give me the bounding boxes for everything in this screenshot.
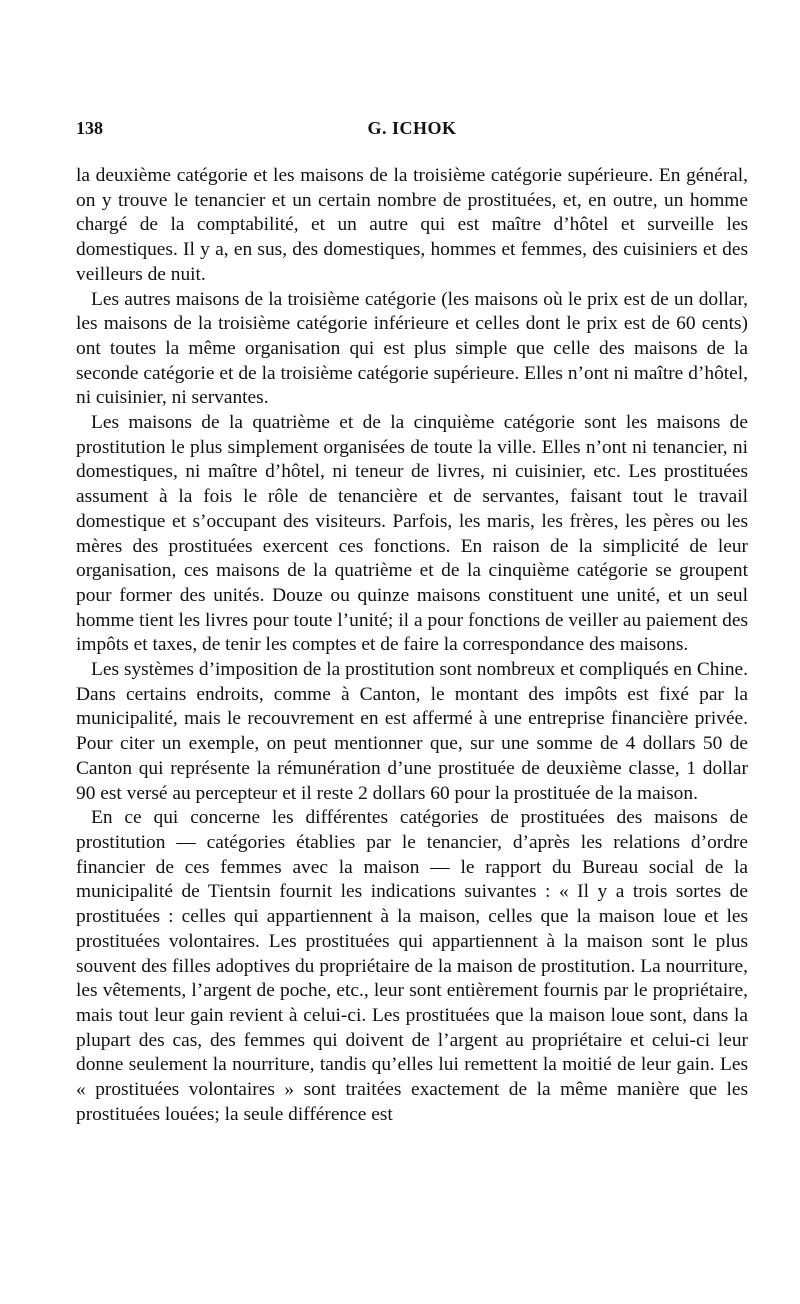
body-text	[76, 164, 748, 1127]
paragraph: En ce qui concerne les différentes catégories de prostituées des maisons de prostitution — catégories établies par le tenancier, d’après les relations d’ordre financier de ces femmes avec la maison — le rapport du Bureau social de la municipalité de Tientsin fournit les indications suivantes : « Il y a trois sortes de prostituées : celles qui appartiennent à la maison, celles que la maison loue et les prostituées volontaires. Les prostituées qui appartiennent à la maison sont le plus souvent des filles adoptives du propriétaire de la maison de prostitution. La nourriture, les vêtements, l’argent de poche, etc., leur sont entièrement fournis par le propriétaire, mais tout leur gain revient à celui-ci. Les prostituées que la maison loue sont, dans la plupart des cas, des femmes qui doivent de l’argent au propriétaire et celui-ci leur donne seulement la nourriture, tandis qu’elles lui remettent la moitié de leur gain. Les « prostituées volontaires » sont traitées exactement de la même manière que les prostituées louées; la seule différence est	[76, 807, 748, 1125]
paragraph: Les systèmes d’imposition de la prostitution sont nombreux et compliqués en Chine. Dans certains endroits, comme à Canton, le montant des impôts est fixé par la municipalité, mais le recouvrement en est affermé à une entreprise financière privée. Pour citer un exemple, on peut mentionner que, sur une somme de 4 dollars 50 de Canton qui représente la rémunération d’une prostituée de deuxième classe, 1 dollar 90 est versé au percepteur et il reste 2 dollars 60 pour la prostituée de la maison.	[76, 659, 748, 804]
paragraph: Les maisons de la quatrième et de la cinquième catégorie sont les maisons de prostitution le plus simplement organisées de toute la ville. Elles n’ont ni tenancier, ni domestiques, ni maître d’hôtel, ni teneur de livres, ni cuisinier, etc. Les prostituées assument à la fois le rôle de tenancière et de servantes, faisant tout le travail domestique et s’occupant des visiteurs. Parfois, les maris, les frères, les pères ou les mères des prostituées exercent ces fonctions. En raison de la simplicité de leur organisation, ces maisons de la quatrième et de la cinquième catégorie se groupent pour former des unités. Douze ou quinze maisons constituent une unité, et un seul homme tient les livres pour toute l’unité; il a pour fonctions de veiller au paiement des impôts et taxes, de tenir les comptes et de faire la correspondance des maisons.	[76, 412, 748, 656]
page-number: 138	[76, 118, 103, 138]
paragraph: la deuxième catégorie et les maisons de la troisième catégorie supérieure. En général, on y trouve le tenancier et un certain nombre de prostituées, et, en outre, un homme chargé de la comptabilité, et un autre qui est maître d’hôtel et surveille les domestiques. Il y a, en sus, des domestiques, hommes et femmes, des cuisiniers et des veilleurs de nuit.	[76, 165, 748, 285]
paragraph: Les autres maisons de la troisième catégorie (les maisons où le prix est de un dollar, les maisons de la troisième catégorie inférieure et celles dont le prix est de 60 cents) ont toutes la même organisation qui est plus simple que celle des maisons de la seconde catégorie et de la troisième catégorie supérieure. Elles n’ont ni maître d’hôtel, ni cuisinier, ni servantes.	[76, 288, 748, 409]
page-header	[76, 118, 748, 148]
running-title: G. ICHOK	[367, 118, 457, 138]
